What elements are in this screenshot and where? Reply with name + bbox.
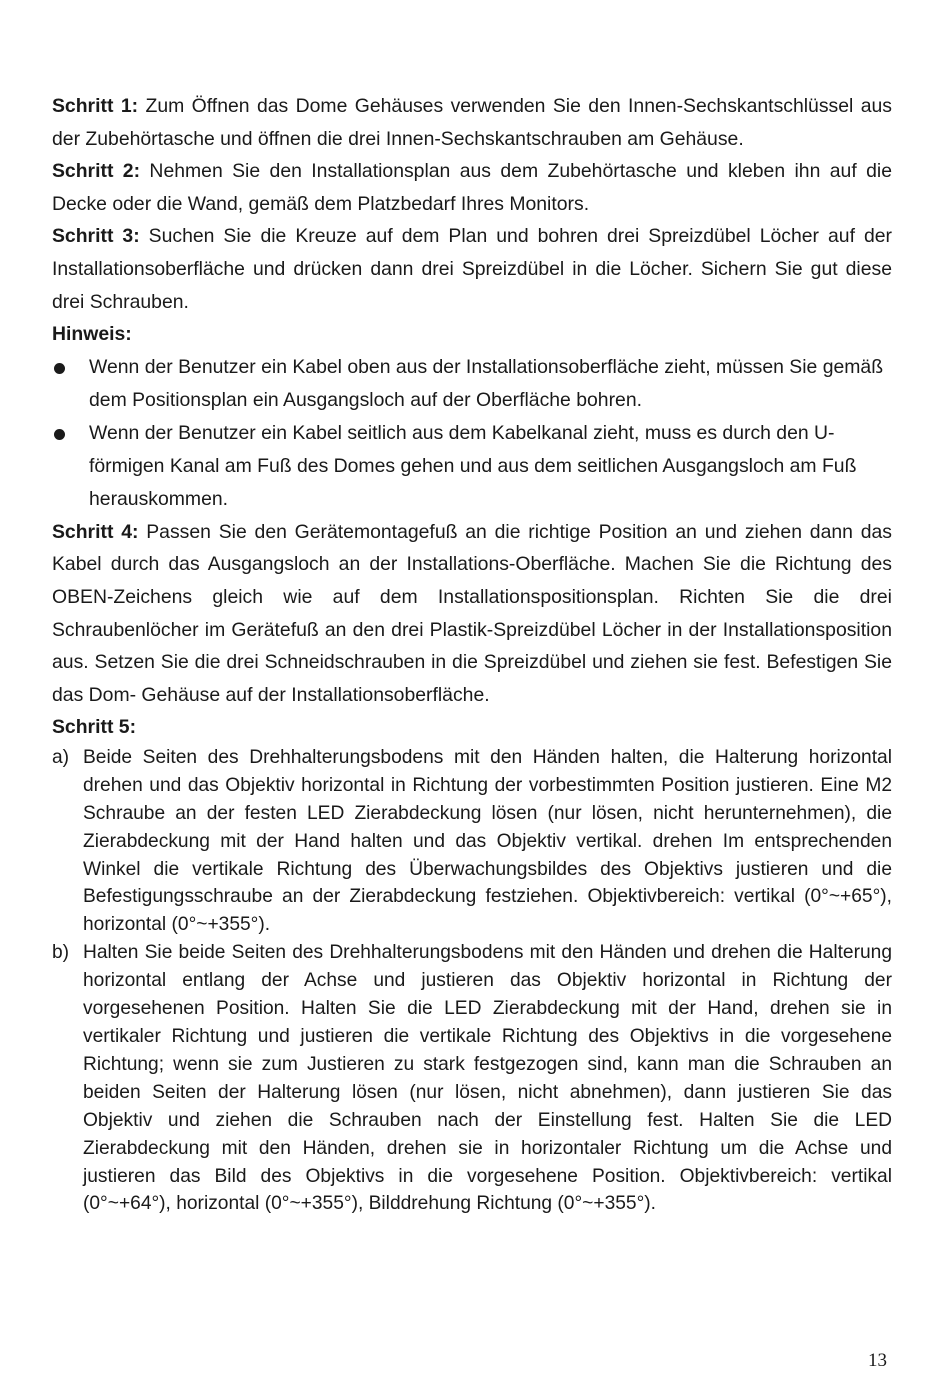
note-heading: Hinweis: xyxy=(52,323,132,346)
note-bullet-item xyxy=(52,417,892,516)
step-5-item xyxy=(52,939,892,1218)
step-5-list xyxy=(52,744,892,1218)
document-body xyxy=(52,90,892,1218)
note-bullet-text: Wenn der Benutzer ein Kabel seitlich aus dem Kabelkanal zieht, muss es durch den U-förmigen Kanal am Fuß des Domes gehen und aus dem seitlichen Ausgangsloch am Fuß herauskommen. xyxy=(89,421,857,510)
step-5-item-text: Halten Sie beide Seiten des Drehhalterungsbodens mit den Händen und drehen die Halterung horizontal entlang der Achse und justieren das Objektiv horizontal in Richtung der vorgesehenen Position. Halten Sie die LED Zierabdeckung mit der Hand, drehen sie in vertikaler Richtung und justieren die vertikale Richtung des Objektivs in die vorgesehene Richtung; wenn sie zum Justieren zu stark festgezogen sind, kann man die Schrauben an beiden Seiten der Halterung lösen (nur lösen, nicht abnehmen), dann justieren Sie das Objektiv und ziehen die Schrauben nach der Einstellung fest. Halten Sie die LED Zierabdeckung mit den Händen, drehen sie in horizontaler Richtung um die Achse und justieren das Bild des Objektivs in die vorgesehene Position. Objektivbereich: vertikal (0°~+64°), horizontal (0°~+355°), Bilddrehung Richtung (0°~+355°). xyxy=(83,942,892,1215)
step-5-item-marker: b) xyxy=(52,942,70,964)
step-5-item-text: Beide Seiten des Drehhalterungsbodens mit den Händen halten, die Halterung horizontal drehen und das Objektiv horizontal in Richtung der vorbestimmten Position justieren. Eine M2 Schraube an der festen LED Zierabdeckung lösen (nur lösen, nicht herunternehmen), die Zierabdeckung mit der Hand halten und das Objektiv vertikal. drehen Im entsprechenden Winkel die vertikale Richtung des Überwachungsbildes des Objektivs justieren und die Befestigungsschraube an der Zierabdeckung festziehen. Objektivbereich: vertikal (0°~+65°), horizontal (0°~+355°). xyxy=(83,746,892,936)
step-3-text: Suchen Sie die Kreuze auf dem Plan und bohren drei Spreizdübel Löcher auf der Installationsoberfläche und drücken dann drei Spreizdübel in die Löcher. Sichern Sie gut diese drei Schrauben. xyxy=(52,225,892,313)
step-2-text: Nehmen Sie den Installationsplan aus dem Zubehörtasche und kleben ihn auf die Decke oder die Wand, gemäß dem Platzbedarf Ihres Monitors. xyxy=(52,160,892,215)
step-5-item-marker: a) xyxy=(52,746,70,768)
note-bullet-list xyxy=(52,351,892,516)
step-4-paragraph xyxy=(52,516,892,712)
bullet-dot-icon xyxy=(54,363,65,374)
step-5-label: Schritt 5: xyxy=(52,716,137,739)
note-bullet-text: Wenn der Benutzer ein Kabel oben aus der Installationsoberfläche zieht, müssen Sie gemäß dem Positionsplan ein Ausgangsloch auf der Oberfläche bohren. xyxy=(89,355,884,411)
step-1-paragraph xyxy=(52,90,892,155)
note-bullet-item xyxy=(52,351,892,417)
step-5-item xyxy=(52,744,892,939)
step-2-label: Schritt 2: xyxy=(52,160,141,183)
step-1-text: Zum Öffnen das Dome Gehäuses verwenden Sie den Innen-Sechskantschlüssel aus der Zubehörtasche und öffnen die drei Innen-Sechskantschrauben am Gehäuse. xyxy=(52,95,892,150)
step-3-label: Schritt 3: xyxy=(52,225,140,248)
step-1-label: Schritt 1: xyxy=(52,95,139,117)
step-4-label: Schritt 4: xyxy=(52,520,139,543)
step-4-text: Passen Sie den Gerätemontagefuß an die richtige Position an und ziehen dann das Kabel durch das Ausgangsloch an der Installations-Oberfläche. Machen Sie die Richtung des OBEN-Zeichens gleich wie auf dem Installationspositionsplan. Richten Sie die drei Schraubenlöcher im Gerätefuß an den drei Plastik-Spreizdübel Löcher in der Installationsposition aus. Setzen Sie die drei Schneidschrauben in die Spreizdübel und ziehen sie fest. Befestigen Sie das Dom- Gehäuse auf der Installationsoberfläche. xyxy=(52,520,892,706)
page-number: 13 xyxy=(868,1350,887,1371)
bullet-dot-icon xyxy=(54,429,65,440)
step-2-paragraph xyxy=(52,155,892,220)
step-3-paragraph xyxy=(52,220,892,318)
